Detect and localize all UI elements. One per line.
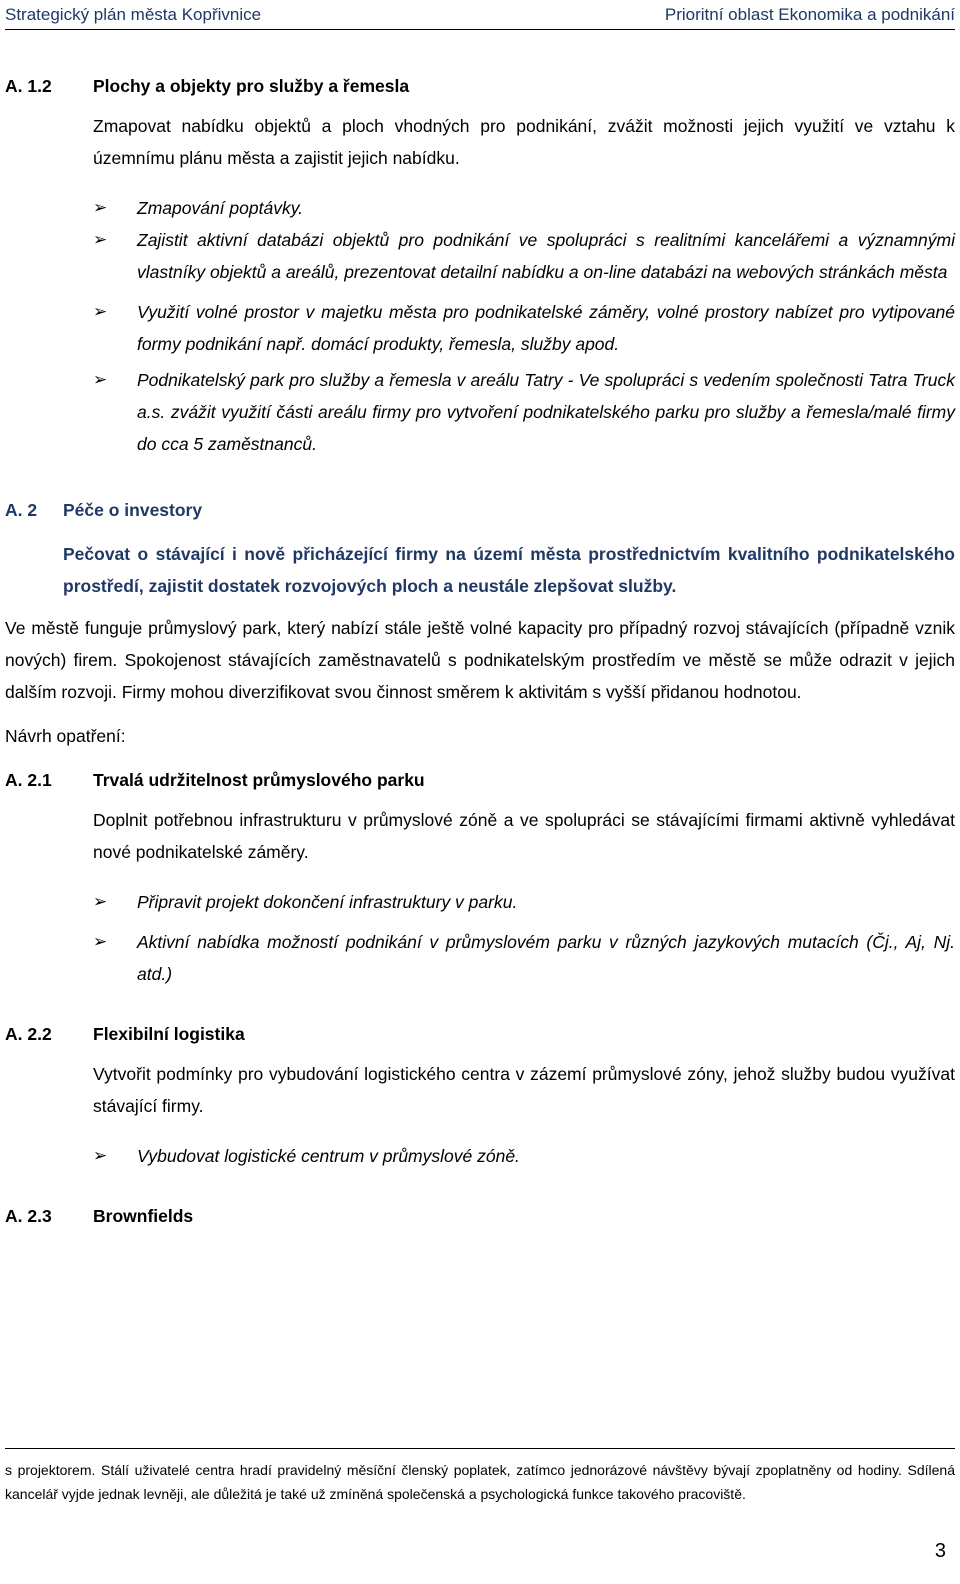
section-a12-paragraph: Zmapovat nabídku objektů a ploch vhodných pro podnikání, zvážit možnosti jejich využití ve vztahu k územnímu plánu města a zajistit jejich nabídku. bbox=[93, 116, 955, 168]
section-a23-heading bbox=[5, 1200, 955, 1232]
section-number: A. 1.2 bbox=[5, 76, 52, 96]
section-a2-goal: Pečovat o stávající i nově přicházející firmy na území města prostřednictvím kvalitního podnikatelského prostředí, zajistit dostatek rozvojových ploch a neustále zlepšovat služby. bbox=[63, 544, 955, 596]
section-a22-heading bbox=[5, 1018, 955, 1050]
section-title: Péče o investory bbox=[63, 500, 203, 520]
list-item: ➢ Vybudovat logistické centrum v průmyslové zóně. bbox=[93, 1140, 955, 1172]
page-number: 3 bbox=[934, 1540, 946, 1562]
section-a2-heading bbox=[5, 494, 955, 526]
arrow-bullet-icon: ➢ bbox=[93, 892, 108, 911]
section-a21-heading bbox=[5, 764, 955, 796]
section-a2-paragraph: Ve městě funguje průmyslový park, který nabízí stále ještě volné kapacity pro případný rozvoj stávajících (případně vznik nových) firem. Spokojenost stávajících zaměstnavatelů s podnikatelským prostředím ve městě se může odrazit v jejich dalším rozvoji. Firmy mohou diverzifikovat svou činnost směrem k aktivitám s vyšší přidanou hodnotou. bbox=[5, 618, 955, 702]
section-title: Trvalá udržitelnost průmyslového parku bbox=[93, 770, 425, 790]
section-number: A. 2 bbox=[5, 500, 38, 520]
arrow-bullet-icon: ➢ bbox=[93, 230, 108, 249]
header-right: Prioritní oblast Ekonomika a podnikání bbox=[664, 4, 955, 24]
section-title: Flexibilní logistika bbox=[93, 1024, 245, 1044]
section-a21-bullets bbox=[5, 886, 955, 990]
section-number: A. 2.2 bbox=[5, 1024, 52, 1044]
list-item: ➢ Zajistit aktivní databázi objektů pro podnikání ve spolupráci s realitními kancelářemi a významnými vlastníky objektů a areálů, prezentovat detailní nabídku a on-line databázi na webových stránkách města bbox=[93, 224, 955, 288]
measures-label: Návrh opatření: bbox=[5, 726, 126, 746]
section-title: Plochy a objekty pro služby a řemesla bbox=[93, 76, 410, 96]
arrow-bullet-icon: ➢ bbox=[93, 198, 108, 217]
section-number: A. 2.3 bbox=[5, 1206, 52, 1226]
section-a22-bullets bbox=[5, 1140, 955, 1172]
section-a12-bullets bbox=[5, 192, 955, 460]
section-a21-paragraph: Doplnit potřebnou infrastrukturu v průmyslové zóně a ve spolupráci se stávajícími firmami aktivně vyhledávat nové podnikatelské záměry. bbox=[93, 810, 955, 862]
arrow-bullet-icon: ➢ bbox=[93, 932, 108, 951]
section-a22-paragraph: Vytvořit podmínky pro vybudování logistického centra v zázemí průmyslové zóny, jehož služby budou využívat stávající firmy. bbox=[93, 1064, 955, 1116]
list-item: ➢ Využití volné prostor v majetku města pro podnikatelské záměry, volné prostory nabízet pro vytipované formy podnikání např. domácí produkty, řemesla, služby apod. bbox=[93, 296, 955, 360]
section-number: A. 2.1 bbox=[5, 770, 52, 790]
footnote-divider bbox=[5, 1448, 955, 1449]
section-title: Brownfields bbox=[93, 1206, 194, 1226]
header-left: Strategický plán města Kopřivnice bbox=[5, 4, 262, 24]
page-header bbox=[5, 0, 955, 30]
arrow-bullet-icon: ➢ bbox=[93, 302, 108, 321]
list-item: ➢ Zmapování poptávky. bbox=[93, 192, 955, 224]
arrow-bullet-icon: ➢ bbox=[93, 1146, 108, 1165]
page-content bbox=[5, 70, 955, 1232]
section-a12-heading bbox=[5, 70, 955, 102]
list-item: ➢ Podnikatelský park pro služby a řemesla v areálu Tatry - Ve spolupráci s vedením společnosti Tatra Truck a.s. zvážit využití části areálu firmy pro vytvoření podnikatelského parku pro služby a řemesla/malé firmy do cca 5 zaměstnanců. bbox=[93, 364, 955, 460]
arrow-bullet-icon: ➢ bbox=[93, 370, 108, 389]
footnote-text: s projektorem. Stálí uživatelé centra hradí pravidelný měsíční členský poplatek, zatímco jednorázové návštěvy bývají zpoplatněny od hodiny. Sdílená kancelář vyjde jednak levněji, ale důležitá je také už zmíněná společenská a psychologická funkce takového pracoviště. bbox=[5, 1462, 955, 1502]
list-item: ➢ Připravit projekt dokončení infrastruktury v parku. bbox=[93, 886, 955, 918]
list-item: ➢ Aktivní nabídka možností podnikání v průmyslovém parku v různých jazykových mutacích (Čj., Aj, Nj. atd.) bbox=[93, 926, 955, 990]
